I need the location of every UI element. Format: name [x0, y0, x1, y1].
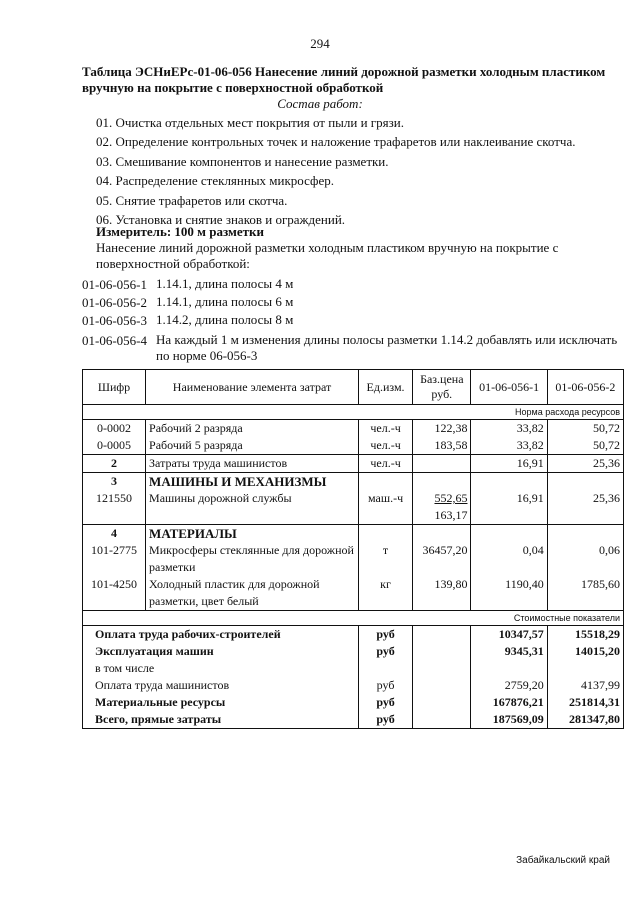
cost-variant-2: 14015,20	[547, 643, 623, 660]
header-price: Баз.цена руб.	[413, 370, 471, 405]
table-title: Таблица ЭСНиЕРс-01-06-056 Нанесение линий дорожной разметки холодным пластиком вручную на покрытие с поверхностной обработкой	[82, 64, 606, 95]
band-row	[83, 611, 624, 626]
header-code: Шифр	[83, 370, 146, 405]
section-row	[83, 473, 624, 491]
cell-variant-2: 25,36	[547, 490, 623, 525]
cost-row	[83, 711, 624, 729]
price-top: 552,65	[434, 491, 468, 505]
cell-name: Рабочий 2 разряда	[146, 420, 359, 438]
cost-variant-1: 167876,21	[471, 694, 547, 711]
cost-variant-1: 10347,57	[471, 626, 547, 644]
cell-name: Холодный пластик для дорожной разметки, цвет белый	[146, 576, 359, 611]
header-variant-1: 01-06-056-1	[471, 370, 547, 405]
cell-price: 183,58	[413, 437, 471, 455]
cost-name: Оплата труда рабочих-строителей	[83, 626, 359, 644]
cell-name: Рабочий 5 разряда	[146, 437, 359, 455]
cost-variant-2: 251814,31	[547, 694, 623, 711]
band-cost: Стоимостные показатели	[83, 611, 624, 626]
cost-unit: руб	[359, 694, 413, 711]
variant-code: 01-06-056-4	[82, 333, 147, 348]
cost-row	[83, 677, 624, 694]
table-row	[83, 455, 624, 473]
cost-name: Оплата труда машинистов	[83, 677, 359, 694]
cost-variant-2: 15518,29	[547, 626, 623, 644]
cost-name: Материальные ресурсы	[83, 694, 359, 711]
cell-price	[413, 490, 471, 525]
cell-code: 0-0005	[83, 437, 146, 455]
section-title: МАТЕРИАЛЫ	[146, 525, 359, 543]
table-row	[83, 576, 624, 611]
work-item: 02. Определение контрольных точек и наложение трафаретов или наклеивание скотча.	[96, 134, 576, 150]
cell-code: 101-2775	[83, 542, 146, 576]
section-title: МАШИНЫ И МЕХАНИЗМЫ	[146, 473, 359, 491]
table-row	[83, 490, 624, 525]
variant-code: 01-06-056-1	[82, 277, 147, 292]
cost-unit: руб	[359, 711, 413, 729]
cost-variant-1: 9345,31	[471, 643, 547, 660]
cost-variant-1: 2759,20	[471, 677, 547, 694]
section-code: 3	[83, 473, 146, 491]
variant-item	[82, 294, 622, 312]
cell-variant-1: 33,82	[471, 420, 547, 438]
cost-row	[83, 694, 624, 711]
band-norm: Норма расхода ресурсов	[83, 405, 624, 420]
price-bottom: 163,17	[434, 508, 468, 522]
work-item: 06. Установка и снятие знаков и ограждений.	[96, 211, 346, 227]
cost-variant-1: 187569,09	[471, 711, 547, 729]
cell-variant-2: 50,72	[547, 420, 623, 438]
header-variant-2: 01-06-056-2	[547, 370, 623, 405]
cost-name: Всего, прямые затраты	[83, 711, 359, 729]
cell-variant-1: 16,91	[471, 455, 547, 473]
cell-name: Микросферы стеклянные для дорожной разметки	[146, 542, 359, 576]
cell-variant-2: 50,72	[547, 437, 623, 455]
variant-code: 01-06-056-3	[82, 313, 147, 328]
variant-text: На каждый 1 м изменения длины полосы разметки 1.14.2 добавлять или исключать по норме 06-056-3	[156, 332, 618, 363]
cost-name: в том числе	[83, 660, 359, 677]
composition-label: Состав работ:	[277, 96, 363, 111]
works-list	[96, 113, 616, 229]
cost-name: Эксплуатация машин	[83, 643, 359, 660]
cell-variant-1: 0,04	[471, 542, 547, 576]
band-row	[83, 405, 624, 420]
cost-row	[83, 660, 624, 677]
variant-item	[82, 332, 622, 364]
table-row	[83, 542, 624, 576]
cost-variant-1	[471, 660, 547, 677]
region-footer: Забайкальский край	[516, 855, 610, 866]
variant-item	[82, 276, 622, 294]
cost-unit: руб	[359, 643, 413, 660]
header-unit: Ед.изм.	[359, 370, 413, 405]
cell-unit: чел.-ч	[359, 455, 413, 473]
page-number: 294	[310, 36, 330, 51]
cell-code: 0-0002	[83, 420, 146, 438]
variant-text: 1.14.1, длина полосы 6 м	[156, 294, 294, 309]
cell-code: 121550	[83, 490, 146, 525]
cell-price: 139,80	[413, 576, 471, 611]
work-item: 05. Снятие трафаретов или скотча.	[96, 192, 288, 208]
cost-unit: руб	[359, 626, 413, 644]
cell-variant-1: 16,91	[471, 490, 547, 525]
cell-unit: чел.-ч	[359, 437, 413, 455]
cost-variant-2: 281347,80	[547, 711, 623, 729]
cell-name: Затраты труда машинистов	[146, 455, 359, 473]
work-item: 01. Очистка отдельных мест покрытия от пыли и грязи.	[96, 115, 404, 130]
variant-text: 1.14.2, длина полосы 8 м	[156, 312, 294, 327]
section-code: 4	[83, 525, 146, 543]
variant-item	[82, 312, 622, 330]
table-row	[83, 420, 624, 438]
cell-code: 101-4250	[83, 576, 146, 611]
measurer: Измеритель: 100 м разметки	[96, 224, 265, 239]
header-name: Наименование элемента затрат	[146, 370, 359, 405]
cost-variant-2	[547, 660, 623, 677]
resource-table	[82, 369, 624, 729]
cell-code: 2	[83, 455, 146, 473]
cell-variant-2: 25,36	[547, 455, 623, 473]
cell-unit: чел.-ч	[359, 420, 413, 438]
cell-variant-2: 0,06	[547, 542, 623, 576]
cost-unit: руб	[359, 677, 413, 694]
work-item: 03. Смешивание компонентов и нанесение разметки.	[96, 153, 389, 169]
cell-unit: т	[359, 542, 413, 576]
cost-row	[83, 643, 624, 660]
work-item: 04. Распределение стеклянных микросфер.	[96, 173, 334, 189]
cell-price: 36457,20	[413, 542, 471, 576]
variant-code: 01-06-056-2	[82, 295, 147, 310]
cost-unit	[359, 660, 413, 677]
variant-text: 1.14.1, длина полосы 4 м	[156, 276, 294, 291]
cell-variant-2: 1785,60	[547, 576, 623, 611]
cell-unit: маш.-ч	[359, 490, 413, 525]
cell-variant-1: 33,82	[471, 437, 547, 455]
cell-variant-1: 1190,40	[471, 576, 547, 611]
cell-unit: кг	[359, 576, 413, 611]
description: Нанесение линий дорожной разметки холодным пластиком вручную на покрытие с поверхностной обработкой:	[96, 240, 559, 271]
cell-price: 122,38	[413, 420, 471, 438]
variants-list	[82, 276, 622, 364]
cell-price	[413, 455, 471, 473]
table-row	[83, 437, 624, 455]
table-header-row	[83, 370, 624, 405]
cell-name: Машины дорожной службы	[146, 490, 359, 525]
cost-variant-2: 4137,99	[547, 677, 623, 694]
cost-row	[83, 626, 624, 644]
section-row	[83, 525, 624, 543]
